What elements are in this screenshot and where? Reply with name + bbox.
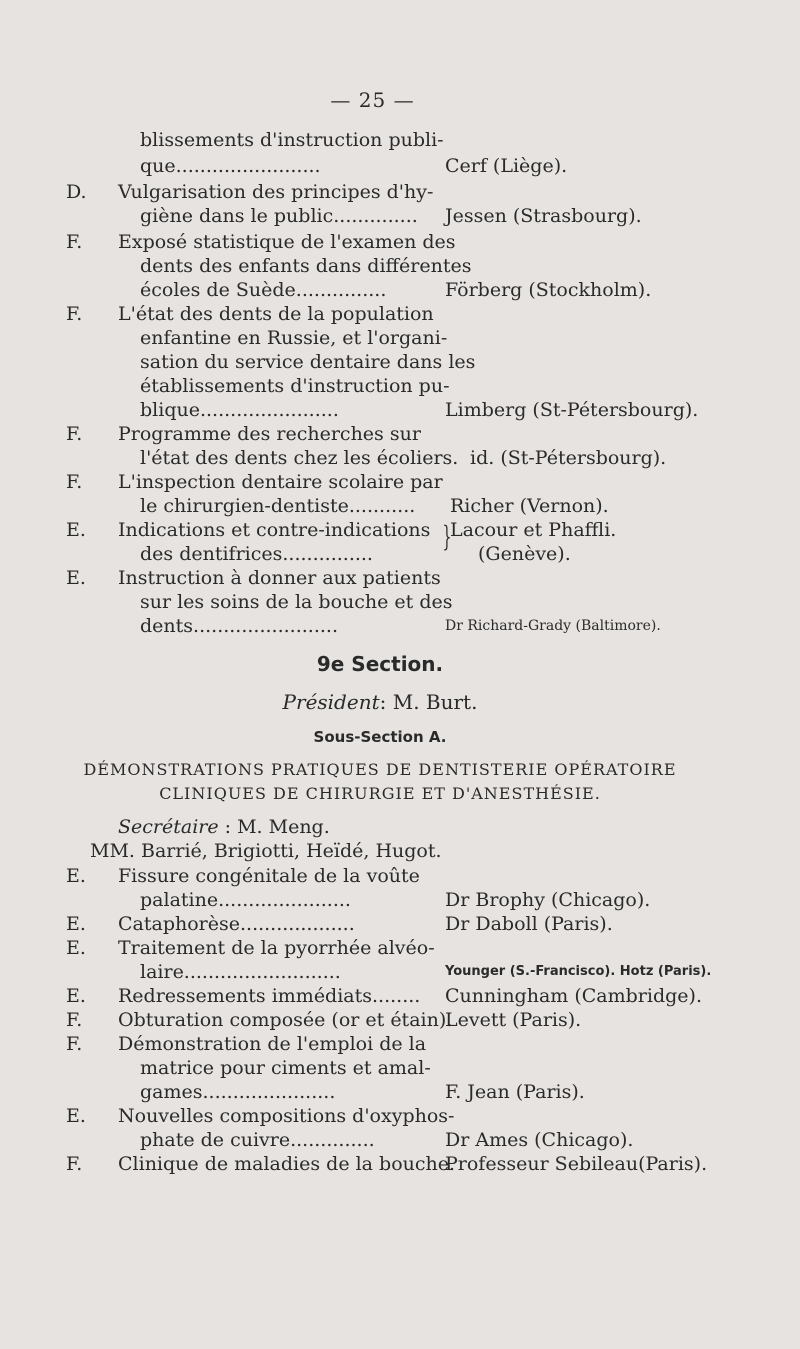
entry-text: blique....................... (140, 399, 339, 421)
brace-glyph: } (442, 520, 452, 553)
entry-text: palatine...................... (140, 889, 351, 911)
entry-text: Indications et contre-indications (118, 519, 431, 541)
entry-text: Obturation composée (or et étain). (118, 1009, 453, 1031)
entry-text: écoles de Suède............... (140, 279, 387, 301)
entry-text: établissements d'instruction pu- (140, 375, 450, 397)
section-title: 9e Section. (316, 652, 444, 676)
entry-author: Lacour et Phaffli. (450, 519, 617, 541)
entry-letter: E. (66, 937, 86, 959)
entry-text: Redressements immédiats........ (118, 985, 421, 1007)
section-heading-line2: CLINIQUES DE CHIRURGIE ET D'ANESTHÉSIE. (159, 784, 601, 803)
entry-text: giène dans le public.............. (140, 205, 418, 227)
entry-text: phate de cuivre.............. (140, 1129, 375, 1151)
entry-text: sur les soins de la bouche et des (140, 591, 453, 613)
entry-text: Démonstration de l'emploi de la (118, 1033, 427, 1055)
entry-author: Younger (S.-Francisco). Hotz (Paris). (445, 964, 712, 979)
entry-text: laire.......................... (140, 961, 341, 983)
entry-author-location: (Genève). (478, 543, 571, 565)
entry-text: L'inspection dentaire scolaire par (118, 471, 443, 493)
secretary-label: Secrétaire (118, 816, 219, 838)
entry-text: Programme des recherches sur (118, 423, 421, 445)
entry-author: Förberg (Stockholm). (445, 279, 652, 301)
entry-text: enfantine en Russie, et l'organi- (140, 327, 448, 349)
entry-text: l'état des dents chez les écoliers. (140, 447, 459, 469)
entry-author: id. (St-Pétersbourg). (470, 447, 667, 469)
entry-text: matrice pour ciments et amal- (140, 1057, 431, 1079)
entry-text: le chirurgien-dentiste........... (140, 495, 416, 517)
entry-letter: E. (66, 1105, 86, 1127)
entry-text: Instruction à donner aux patients (118, 567, 441, 589)
secretary-line (118, 816, 330, 838)
entry-author: Dr Ames (Chicago). (445, 1129, 634, 1151)
entry-letter: F. (66, 471, 83, 493)
entry-letter: E. (66, 519, 86, 541)
entry-text: games...................... (140, 1081, 336, 1103)
entry-text: Clinique de maladies de la bouche. (118, 1153, 456, 1175)
entry-letter: F. (66, 303, 83, 325)
entry-letter: F. (66, 1009, 83, 1031)
entry-text: Cataphorèse................... (118, 913, 355, 935)
entry-letter: F. (66, 423, 83, 445)
entry-letter: F. (66, 1153, 83, 1175)
entry-letter: E. (66, 865, 86, 887)
entry-letter: F. (66, 1033, 83, 1055)
secretary-name: : M. Meng. (218, 816, 330, 838)
entry-text: que........................ (140, 155, 321, 177)
president-label: Président (282, 690, 380, 714)
entry-author: Dr Brophy (Chicago). (445, 889, 651, 911)
section-heading-line1: DÉMONSTRATIONS PRATIQUES DE DENTISTERIE OPÉRATOIRE (83, 760, 677, 779)
entry-text: dents des enfants dans différentes (140, 255, 472, 277)
entry-author: Dr Daboll (Paris). (445, 913, 613, 935)
entry-text: sation du service dentaire dans les (140, 351, 476, 373)
members-line: MM. Barrié, Brigiotti, Heïdé, Hugot. (90, 840, 442, 862)
subsection-title: Sous-Section A. (313, 728, 447, 746)
entry-text: Nouvelles compositions d'oxyphos- (118, 1105, 455, 1127)
entry-text: des dentifrices............... (140, 543, 373, 565)
entry-letter: F. (66, 231, 83, 253)
entry-author: Levett (Paris). (445, 1009, 582, 1031)
entry-text: Fissure congénitale de la voûte (118, 865, 420, 887)
president-line (0, 690, 760, 714)
entry-author: Cerf (Liège). (445, 155, 568, 177)
entry-letter: D. (66, 181, 87, 203)
entry-text: blissements d'instruction publi- (140, 129, 444, 151)
entry-author: Cunningham (Cambridge). (445, 985, 702, 1007)
entry-author: Richer (Vernon). (450, 495, 609, 517)
entry-text: Vulgarisation des principes d'hy- (118, 181, 434, 203)
entry-letter: E. (66, 913, 86, 935)
entry-text: Exposé statistique de l'examen des (118, 231, 456, 253)
entry-author: Limberg (St-Pétersbourg). (445, 399, 699, 421)
page-number: — 25 — (330, 88, 415, 112)
entry-author: F. Jean (Paris). (445, 1081, 585, 1103)
entry-author: Jessen (Strasbourg). (445, 205, 642, 227)
entry-text: dents........................ (140, 615, 338, 637)
entry-author: Dr Richard-Grady (Baltimore). (445, 618, 661, 634)
president-name: : M. Burt. (379, 690, 478, 714)
entry-author: Professeur Sebileau(Paris). (445, 1153, 708, 1175)
entry-text: L'état des dents de la population (118, 303, 434, 325)
entry-text: Traitement de la pyorrhée alvéo- (118, 937, 435, 959)
entry-letter: E. (66, 985, 86, 1007)
entry-letter: E. (66, 567, 86, 589)
